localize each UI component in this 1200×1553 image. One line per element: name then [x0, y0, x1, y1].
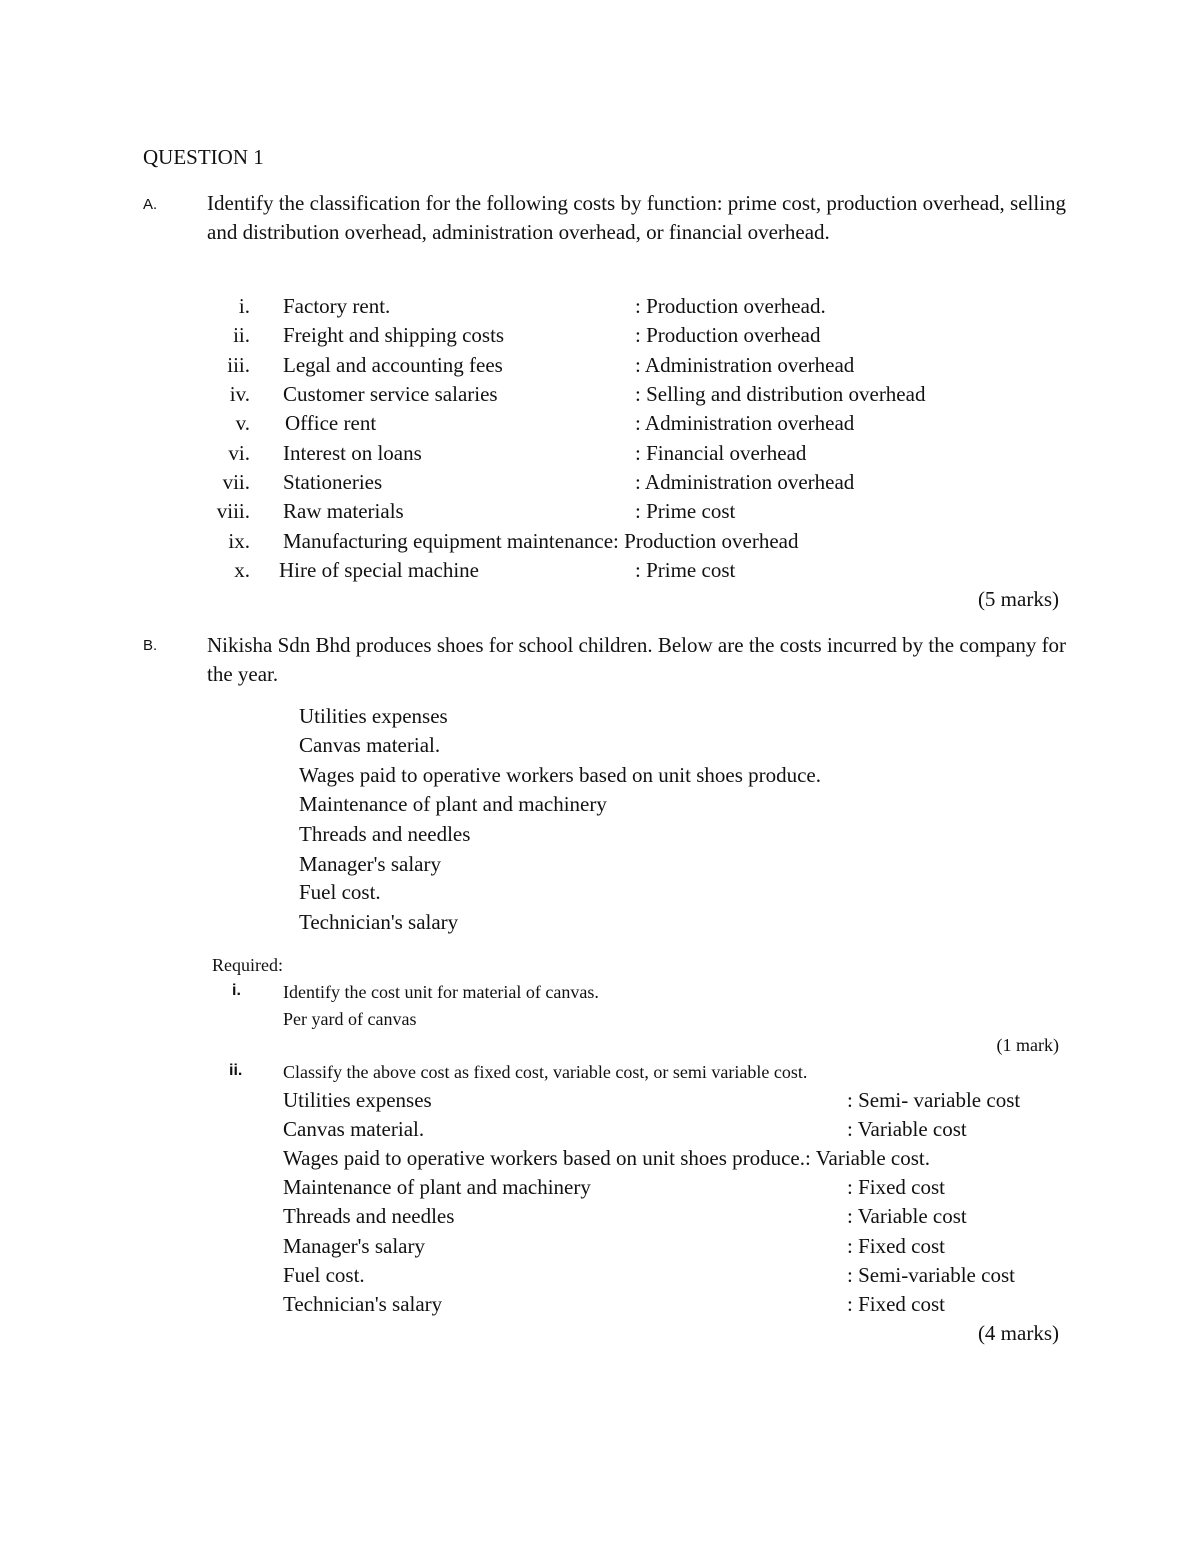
part-a-letter: A.	[143, 196, 158, 213]
list-item-label: Interest on loans	[283, 441, 422, 465]
list-item-label: Technician's salary	[283, 1292, 443, 1316]
required-q1-answer: Per yard of canvas	[283, 1009, 417, 1029]
list-item-answer: : Administration overhead	[635, 411, 855, 435]
list-item-label: Customer service salaries	[283, 382, 498, 406]
list-item-answer: : Semi-variable cost	[847, 1263, 1015, 1287]
list-item-answer: : Financial overhead	[635, 441, 807, 465]
question-title: QUESTION 1	[143, 145, 264, 169]
list-item-number: viii.	[216, 499, 250, 523]
required-q1-marks: (1 mark)	[996, 1035, 1059, 1055]
list-item-answer: : Administration overhead	[635, 353, 855, 377]
required-label: Required:	[212, 955, 283, 975]
list-item-number: vii.	[222, 470, 250, 494]
list-item-answer: : Selling and distribution overhead	[635, 382, 926, 406]
list-item-answer: : Fixed cost	[847, 1234, 945, 1258]
list-item-label: Manufacturing equipment maintenance: Production overhead	[283, 529, 799, 553]
list-item-label: Stationeries	[283, 470, 383, 494]
list-item-number: ix.	[228, 529, 250, 553]
list-item-answer: : Production overhead	[635, 323, 821, 347]
list-item-number: iv.	[229, 382, 250, 406]
required-q1-text: Identify the cost unit for material of canvas.	[283, 982, 599, 1002]
list-item: Manager's salary	[299, 852, 441, 876]
list-item-answer: : Fixed cost	[847, 1292, 945, 1316]
list-item-answer: : Variable cost	[847, 1117, 967, 1141]
list-item-answer: : Semi- variable cost	[847, 1088, 1021, 1112]
list-item-label: Threads and needles	[283, 1204, 455, 1228]
list-item-label: Office rent	[285, 411, 377, 435]
list-item-label: Maintenance of plant and machinery	[283, 1175, 591, 1199]
part-a-instruction: Identify the classification for the following costs by function: prime cost, production overhead, selling and distribution overhead, administration overhead, or financial overhead.	[207, 191, 1067, 244]
list-item-label: Raw materials	[283, 499, 404, 523]
list-item-label: Factory rent.	[283, 294, 391, 318]
list-item: Wages paid to operative workers based on unit shoes produce.	[299, 763, 821, 787]
list-item-number: i.	[238, 294, 250, 318]
list-item-label: Freight and shipping costs	[283, 323, 505, 347]
list-item-number: vi.	[228, 441, 250, 465]
list-item-number: v.	[235, 411, 250, 435]
list-item: Technician's salary	[299, 910, 459, 934]
list-item-answer: : Prime cost	[635, 558, 736, 582]
part-a-marks: (5 marks)	[977, 587, 1059, 611]
list-item-number: x.	[234, 558, 250, 582]
part-b-letter: B.	[143, 637, 158, 654]
list-item-label: Wages paid to operative workers based on unit shoes produce.: Variable cost.	[283, 1146, 930, 1170]
list-item-label: Hire of special machine	[279, 558, 479, 582]
list-item-answer: : Variable cost	[847, 1204, 967, 1228]
list-item: Utilities expenses	[299, 704, 448, 728]
list-item-label: Fuel cost.	[283, 1263, 365, 1287]
list-item: Canvas material.	[299, 733, 441, 757]
list-item-answer: : Production overhead.	[635, 294, 826, 318]
list-item-label: Canvas material.	[283, 1117, 425, 1141]
list-item-answer: : Prime cost	[635, 499, 736, 523]
list-item-answer: : Administration overhead	[635, 470, 855, 494]
list-item-label: Utilities expenses	[283, 1088, 432, 1112]
required-q2-marks: (4 marks)	[977, 1321, 1059, 1345]
required-q1-number: i.	[232, 982, 241, 999]
part-b-intro: Nikisha Sdn Bhd produces shoes for school children. Below are the costs incurred by the company for the year.	[207, 633, 1067, 686]
required-q2-number: ii.	[229, 1062, 243, 1079]
list-item-number: ii.	[233, 323, 250, 347]
list-item-label: Legal and accounting fees	[283, 353, 503, 377]
list-item: Maintenance of plant and machinery	[299, 792, 607, 816]
required-q2-text: Classify the above cost as fixed cost, variable cost, or semi variable cost.	[283, 1062, 808, 1082]
list-item: Threads and needles	[299, 822, 471, 846]
list-item-number: iii.	[227, 353, 250, 377]
list-item: Fuel cost.	[299, 880, 381, 904]
list-item-label: Manager's salary	[283, 1234, 425, 1258]
list-item-answer: : Fixed cost	[847, 1175, 945, 1199]
